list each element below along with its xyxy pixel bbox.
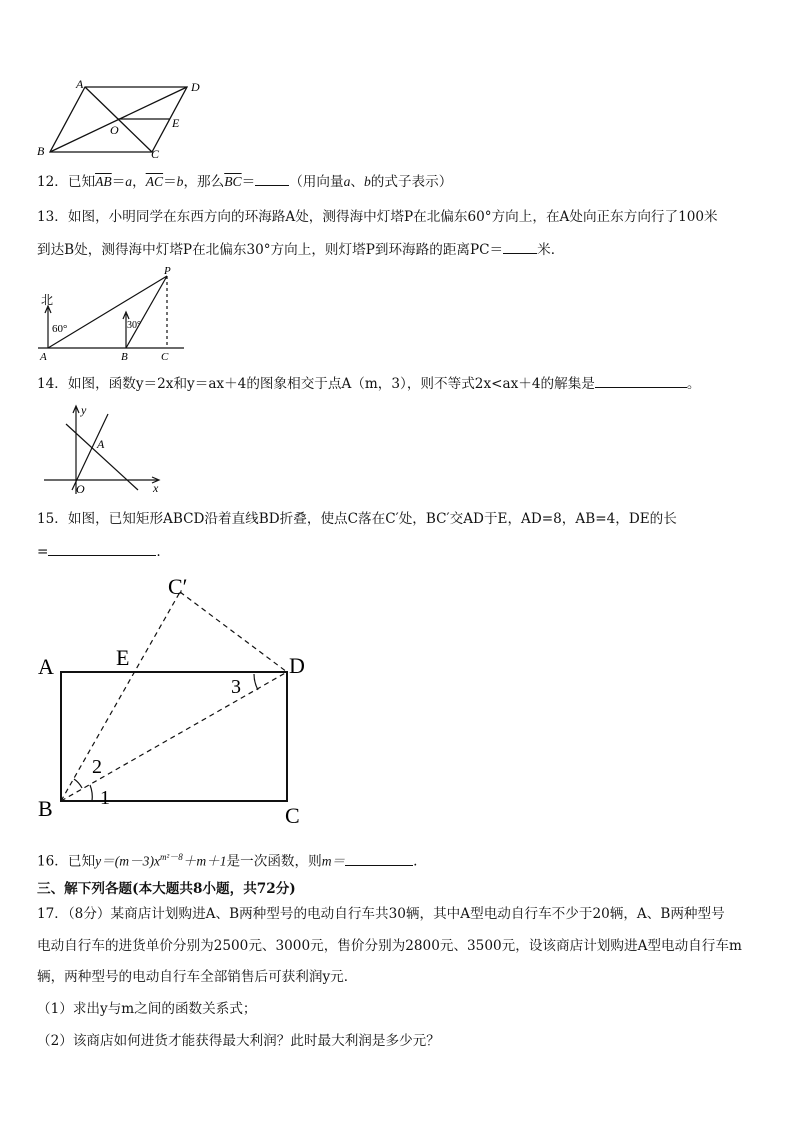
vector-ac: $\overline{AC}$ [145,174,164,189]
question-12: 12．已知$\overline{AB}=a$，$\overline{AC}=b$，那么$\overline{BC}=$ （用向量a、b的式子表示） [37,171,764,192]
answer-blank-13[interactable] [503,239,537,254]
question-17-line1: 17．（8分）某商店计划购进A、B两种型号的电动自行车共30辆，其中A型电动自行车不少于20辆，A、B两种型号 [37,906,725,922]
label-c: C [151,147,160,161]
question-17-part2: （2）该商店如何进货才能获得最大利润？此时最大利润是多少元？ [37,1033,440,1049]
folded-rectangle-figure [30,572,320,834]
label-a: A [97,437,105,451]
question-17-line3: 辆，两种型号的电动自行车全部销售后可获利润y元． [37,969,358,985]
question-14: 14．如图，函数y＝2x和y＝ax＋4的图象相交于点A（m，3），则不等式2x<ax＋4的解集是 。 [37,373,764,394]
section-heading: 三、解下列各题(本大题共8小题，共72分) [37,881,296,897]
angle-60-label: 60° [52,323,68,335]
answer-blank-15[interactable] [48,541,156,556]
function-graph-figure [42,402,172,498]
axis-x-label: x [153,481,159,495]
answer-blank-16[interactable] [345,851,413,866]
label-a: A [38,654,54,679]
label-a: A [40,351,47,362]
label-a: A [76,77,84,91]
label-c: C [285,803,300,828]
question-15-line1: 15．如图，已知矩形ABCD沿着直线BD折叠，使点C落在C′处，BC′交AD于E，AD=8，AB=4，DE的长 [37,511,677,527]
origin-label: O [76,482,85,496]
question-16: 16．已知$y=(m-3)x^{m^2-8}+m+1$是一次函数，则m＝ . [37,852,418,870]
vector-ab: $\overline{AB}$ [95,174,112,189]
label-e: E [116,645,130,670]
question-13-line1: 13．如图，小明同学在东西方向的环海路A处，测得海中灯塔P在北偏东60°方向上，在A处向正东方向行了100米 [37,209,718,225]
label-e: E [172,116,180,130]
label-b: B [38,796,53,821]
parallelogram-figure [30,72,220,164]
angle-30-label: 30° [127,320,141,331]
vector-bc: $\overline{BC}$ [224,174,242,189]
angle-1-label: 1 [100,787,110,809]
label-b: B [121,351,128,362]
label-c-prime: C′ [168,574,188,599]
angle-3-label: 3 [231,676,241,698]
label-b: B [37,144,45,158]
label-d: D [191,80,200,94]
question-15-line2: = . [37,541,764,562]
lighthouse-figure [36,266,186,362]
axis-y-label: y [81,403,87,417]
answer-blank-12[interactable] [255,171,289,186]
north-label: 北 [41,293,54,307]
label-c: C [161,351,169,362]
label-o: O [110,123,119,137]
question-17-line2: 电动自行车的进货单价分别为2500元、3000元，售价分别为2800元、3500元，设该商店计划购进A型电动自行车m [37,938,742,954]
answer-blank-14[interactable] [595,373,687,388]
question-13-line2: 到达B处，测得海中灯塔P在北偏东30°方向上，则灯塔P到环海路的距离PC＝ 米． [37,239,764,260]
question-17-part1: （1）求出y与m之间的函数关系式； [37,1001,257,1017]
angle-2-label: 2 [92,756,102,778]
label-d: D [289,653,305,678]
label-p: P [164,266,171,277]
